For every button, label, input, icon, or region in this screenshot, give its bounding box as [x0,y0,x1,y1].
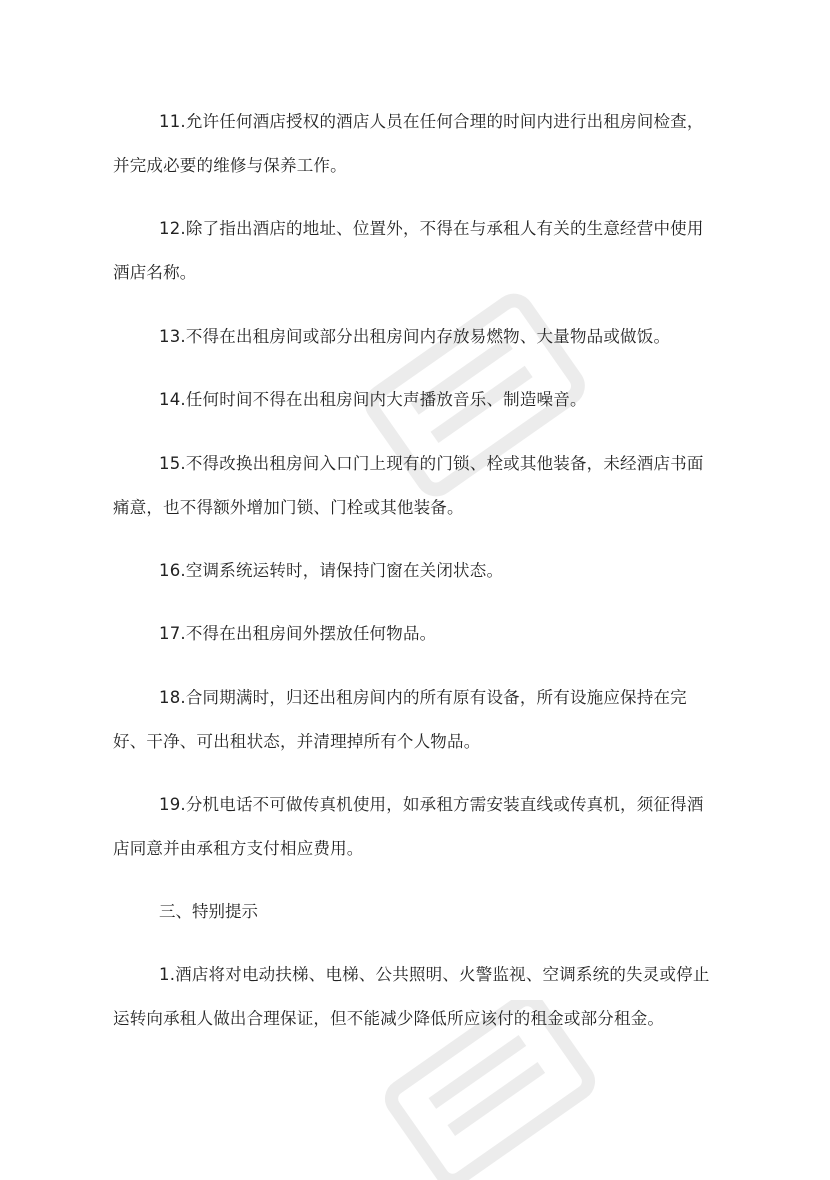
paragraph-16: 16.空调系统运转时，请保持门窗在关闭状态。 [159,561,504,580]
paragraph-15: 15.不得改换出租房间入口门上现有的门锁、栓或其他装备，未经酒店书面痛意，也不得额外增加门锁、门栓或其他装备。 [113,454,704,517]
paragraph-17: 17.不得在出租房间外摆放任何物品。 [159,624,437,643]
paragraph-12: 12.除了指出酒店的地址、位置外，不得在与承租人有关的生意经营中使用酒店名称。 [113,219,704,282]
paragraph-13: 13.不得在出租房间或部分出租房间内存放易燃物、大量物品或做饭。 [159,327,671,346]
paragraph-14: 14.任何时间不得在出租房间内大声播放音乐、制造噪音。 [159,390,587,409]
special-note-1: 1.酒店将对电动扶梯、电梯、公共照明、火警监视、空调系统的失灵或停止运转向承租人做出合理保证，但不能减少降低所应该付的租金或部分租金。 [113,965,710,1028]
paragraph-11: 11.允许任何酒店授权的酒店人员在任何合理的时间内进行出租房间检查，并完成必要的维修与保养工作。 [113,112,704,175]
paragraph-18: 18.合同期满时，归还出租房间内的所有原有设备，所有设施应保持在完好、干净、可出租状态，并清理掉所有个人物品。 [113,688,687,751]
section-heading: 三、特别提示 [159,902,258,921]
paragraph-19: 19.分机电话不可做传真机使用，如承租方需安装直线或传真机，须征得酒店同意并由承租方支付相应费用。 [113,795,704,858]
